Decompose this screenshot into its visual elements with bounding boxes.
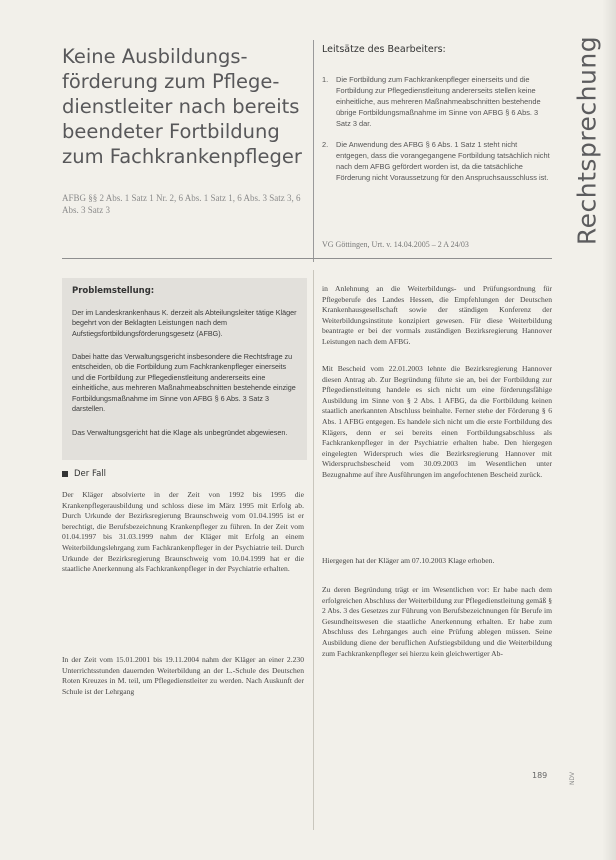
- leitsatz-text: Die Fortbildung zum Fachkrankenpfleger einerseits und die Fortbildung zur Pflegedienstleitung andererseits stellen keine einheitliche, aus mehreren Maßnahmeabschnitten bestehende übrige Fortbildungsmaßnahme im Sinne von AFBG § 6 Abs. 3 Satz 3 dar.: [336, 75, 541, 128]
- problem-paragraph-3: Das Verwaltungsgericht hat die Klage als unbegründet abgewiesen.: [72, 428, 288, 437]
- fall-heading-text: Der Fall: [74, 469, 107, 479]
- section-side-label: [567, 35, 607, 248]
- body-column-divider: [313, 270, 314, 830]
- statute-references: AFBG §§ 2 Abs. 1 Satz 1 Nr. 2, 6 Abs. 1 Satz 1, 6 Abs. 3 Satz 3, 6 Abs. 3 Satz 3: [62, 193, 301, 215]
- fall-paragraph-2: In der Zeit vom 15.01.2001 bis 19.11.2004 nahm der Kläger an einer 2.230 Unterrichtsstunden dauernden Weiterbildung an der L.-Schule des Deutschen Roten Kreuzes in M. teil, um Pflegedienstleiter zu werden. Nach Auskunft der Schule ist der Lehrgang: [62, 655, 304, 696]
- leitsatz-text: Die Anwendung des AFBG § 6 Abs. 1 Satz 1 steht nicht entgegen, dass die vorangegangene Fortbildung tatsächlich nicht nach dem AFBG gefördert worden ist, da die tatsächliche Förderung nicht Voraussetzung für den Anspruchsausschluss ist.: [336, 140, 550, 182]
- court-citation: VG Göttingen, Urt. v. 14.04.2005 – 2 A 24/03: [322, 240, 469, 249]
- page-number: 189: [532, 771, 548, 780]
- column-divider: [313, 40, 314, 262]
- leitsatz-number: 1.: [322, 75, 329, 84]
- leitsatz-item: [322, 139, 550, 183]
- fall-paragraph-1: Der Kläger absolvierte in der Zeit von 1992 bis 1995 die Krankenpflegerausbildung und schloss diese im März 1995 mit Erfolg ab. Durch Urkunde der Bezirksregierung Braunschweig vom 01.04.1995 ist er berechtigt, die Berufsbezeichnung Krankenpfleger zu führen. In der Zeit vom 01.04.1997 bis 31.03.1999 nahm der Kläger mit Erfolg an einem Weiterbildungslehrgang zum Fachkrankenpfleger in der Psychiatrie teil. Durch Urkunde der Bezirksregierung Braunschweig vom 10.04.1999 hat er die staatliche Anerkennung als Fachkrankenpfleger in der Psychiatrie erhalten.: [62, 490, 304, 574]
- article-title: Keine Ausbildungs-förderung zum Pflege-dienstleiter nach bereits beendeter Fortbildung zum Fachkrankenpfleger: [62, 45, 302, 168]
- right-paragraph-3: Hiergegen hat der Kläger am 07.10.2003 Klage erhoben.: [322, 556, 495, 565]
- problem-paragraph-2: Dabei hatte das Verwaltungsgericht insbesondere die Rechtsfrage zu entscheiden, ob die Fortbildung zum Fachkrankenpfleger einerseits und die Fortbildung zur Pflegedienstleitung andererseits eine einheitliche, aus mehreren Maßnahmeabschnitten bestehende einzige Fortbildungsmaßnahme im Sinne von AFBG § 6 Abs. 3 Satz 3 darstellen.: [72, 352, 296, 414]
- problem-paragraph-1: Der im Landeskrankenhaus K. derzeit als Abteilungsleiter tätige Kläger begehrt von der Beklagten Leistungen nach dem Aufstiegsfortbildungsförderungsgesetz (AFBG).: [72, 308, 297, 338]
- right-paragraph-2: Mit Bescheid vom 22.01.2003 lehnte die Bezirksregierung Hannover diesen Antrag ab. Zur Begründung führte sie an, bei der Fortbildung zur Pflegedienstleitung handele es sich nicht um eine förderungsfähige Ausbildung im Sinne von § 2 Abs. 1 AFBG, da die Fortbildung keinen staatlich anerkannten Abschluss beinhalte. Ferner stehe der Förderung § 6 Abs. 1 AFBG entgegen. Es handele sich nicht um die erste Fortbildung des Klägers, denn er sei bereits einen Fortbildungsabschluss als Fachkrankenpfleger in der Psychiatrie erhalten habe. Den hiergegen eingelegten Widerspruch wies die Bezirksregierung Hannover mit Widerspruchsbescheid vom 30.09.2003 im Wesentlichen unter Bezugnahme auf ihre Ausführungen im angefochtenen Bescheid zurück.: [322, 364, 552, 479]
- problem-heading: Problemstellung:: [72, 286, 155, 296]
- leitsatz-number: 2.: [322, 140, 329, 149]
- side-label-text: Rechtsprechung: [572, 35, 602, 246]
- leitsatz-item: [322, 74, 550, 129]
- leitsaetze-heading: Leitsätze des Bearbeiters:: [322, 44, 446, 55]
- journal-mark: NDV: [569, 771, 577, 786]
- problem-box: [62, 278, 307, 460]
- leitsaetze-list: [322, 74, 550, 193]
- section-bullet-icon: [62, 471, 68, 477]
- right-paragraph-4: Zu deren Begründung trägt er im Wesentlichen vor: Er habe nach dem erfolgreichen Abschluss der Weiterbildung zur Pflegedienstleitung gemäß § 2 Abs. 3 des Gesetzes zur Führung von Berufsbezeichnungen für Berufe im Gesundheitswesen die staatliche Anerkennung erhalten. Er habe zum Abschluss des Lehrganges auch eine Prüfung ablegen müssen. Seine Ausbildung diene der beruflichen Aufstiegsbildung und die Weiterbildung zum Fachkrankenpfleger sei hierzu kein gleichwertiger Ab-: [322, 585, 552, 658]
- right-paragraph-1: in Anlehnung an die Weiterbildungs- und Prüfungsordnung für Pflegeberufe des Landes Hessen, die Empfehlungen der Deutschen Krankenhausgesellschaft sowie der ständigen Konferenz der Weiterbildungsinstitute konzipiert gewesen. Für diese Weiterbildung beantragte er bei der vormals zuständigen Bezirksregierung Hannover Leistungen nach dem AFBG.: [322, 284, 552, 346]
- fall-heading: [62, 469, 106, 479]
- header-divider: [62, 258, 552, 259]
